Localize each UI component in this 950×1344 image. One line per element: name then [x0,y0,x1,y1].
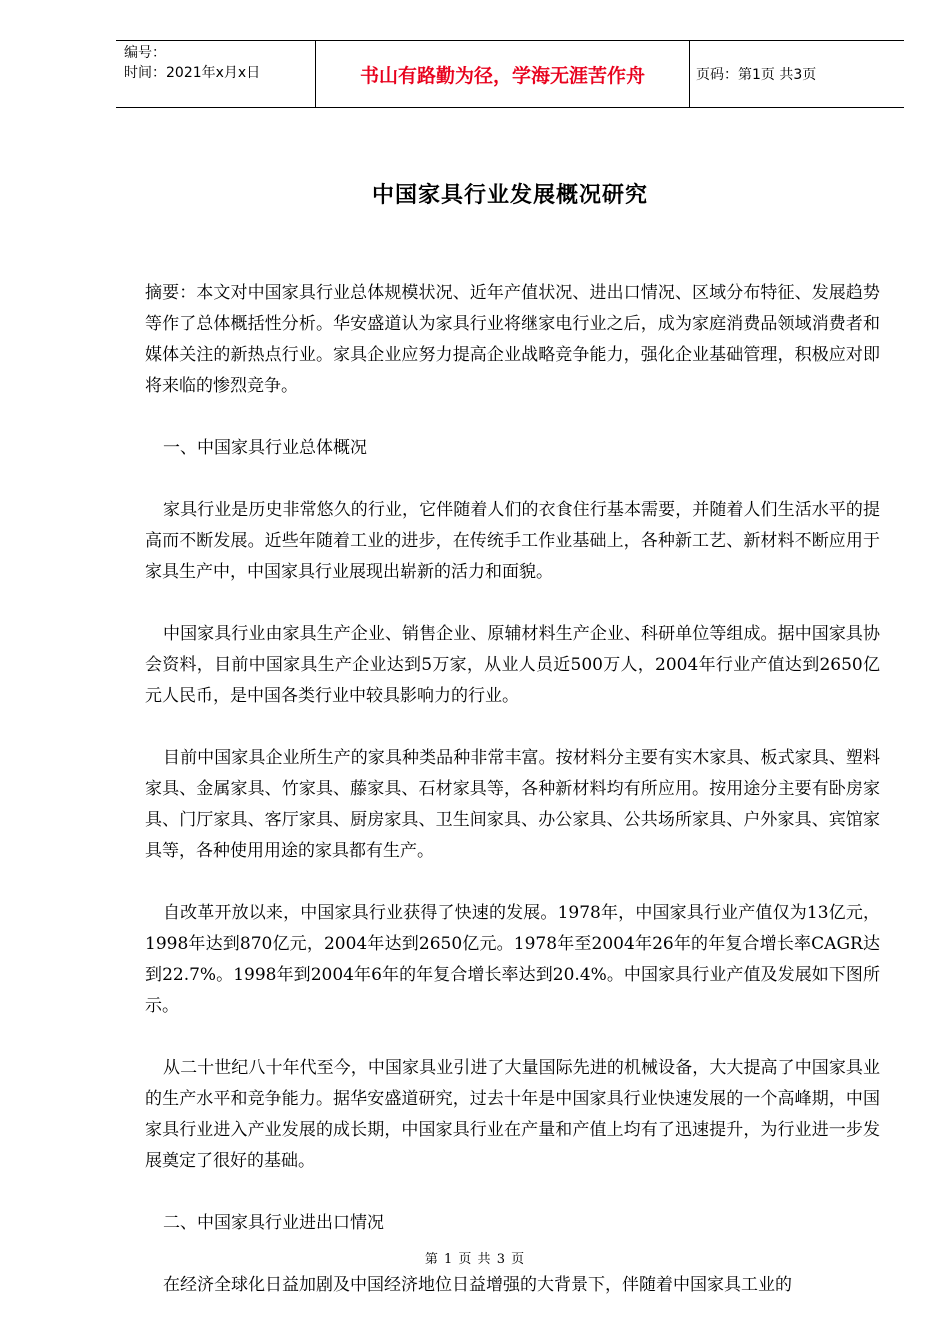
page-header [116,40,904,108]
document-body [145,278,880,1332]
body-paragraph: 从二十世纪八十年代至今，中国家具业引进了大量国际先进的机械设备，大大提高了中国家具业的生产水平和竞争能力。据华安盛道研究，过去十年是中国家具行业快速发展的一个高峰期，中国家具行业进入产业发展的成长期，中国家具行业在产量和产值上均有了迅速提升，为行业进一步发展奠定了很好的基础。 [145,1058,880,1171]
document-number-label: 编号： [124,45,166,61]
body-paragraph: 目前中国家具企业所生产的家具种类品种非常丰富。按材料分主要有实木家具、板式家具、塑料家具、金属家具、竹家具、藤家具、石材家具等，各种新材料均有所应用。按用途分主要有卧房家具、门厅家具、客厅家具、厨房家具、卫生间家具、办公家具、公共场所家具、户外家具、宾馆家具等，各种使用用途的家具都有生产。 [145,748,880,861]
header-meta [124,43,314,83]
document-title: 中国家具行业发展概况研究 [371,183,648,208]
header-motto: 书山有路勤为径，学海无涯苦作舟 [315,41,690,107]
abstract-paragraph: 摘要：本文对中国家具行业总体规模状况、近年产值状况、进出口情况、区域分布特征、发展趋势等作了总体概括性分析。华安盛道认为家具行业将继家电行业之后，成为家庭消费品领域消费者和媒体关注的新热点行业。家具企业应努力提高企业战略竞争能力，强化企业基础管理，积极应对即将来临的惨烈竞争。 [145,283,880,396]
body-paragraph: 自改革开放以来，中国家具行业获得了快速的发展。1978年，中国家具行业产值仅为13亿元，1998年达到870亿元，2004年达到2650亿元。1978年至2004年26年的年复合增长率CAGR达到22.7%。1998年到2004年6年的年复合增长率达到20.4%。中国家具行业产值及发展如下图所示。 [145,903,880,1016]
header-page-info: 页码：第1页 共3页 [696,67,817,83]
body-paragraph: 在经济全球化日益加剧及中国经济地位日益增强的大背景下，伴随着中国家具工业的 [163,1275,792,1295]
document-time: 时间：2021年x月x日 [124,65,261,81]
section-heading-2: 二、中国家具行业进出口情况 [163,1213,384,1233]
body-paragraph: 家具行业是历史非常悠久的行业，它伴随着人们的衣食住行基本需要，并随着人们生活水平的提高而不断发展。近些年随着工业的进步，在传统手工作业基础上，各种新工艺、新材料不断应用于家具生产中，中国家具行业展现出崭新的活力和面貌。 [145,500,880,582]
page-footer: 第 1 页 共 3 页 [424,1252,526,1267]
section-heading-1: 一、中国家具行业总体概况 [163,438,367,458]
body-paragraph: 中国家具行业由家具生产企业、销售企业、原辅材料生产企业、科研单位等组成。据中国家具协会资料，目前中国家具生产企业达到5万家，从业人员近500万人，2004年行业产值达到2650亿元人民币，是中国各类行业中较具影响力的行业。 [145,624,880,706]
